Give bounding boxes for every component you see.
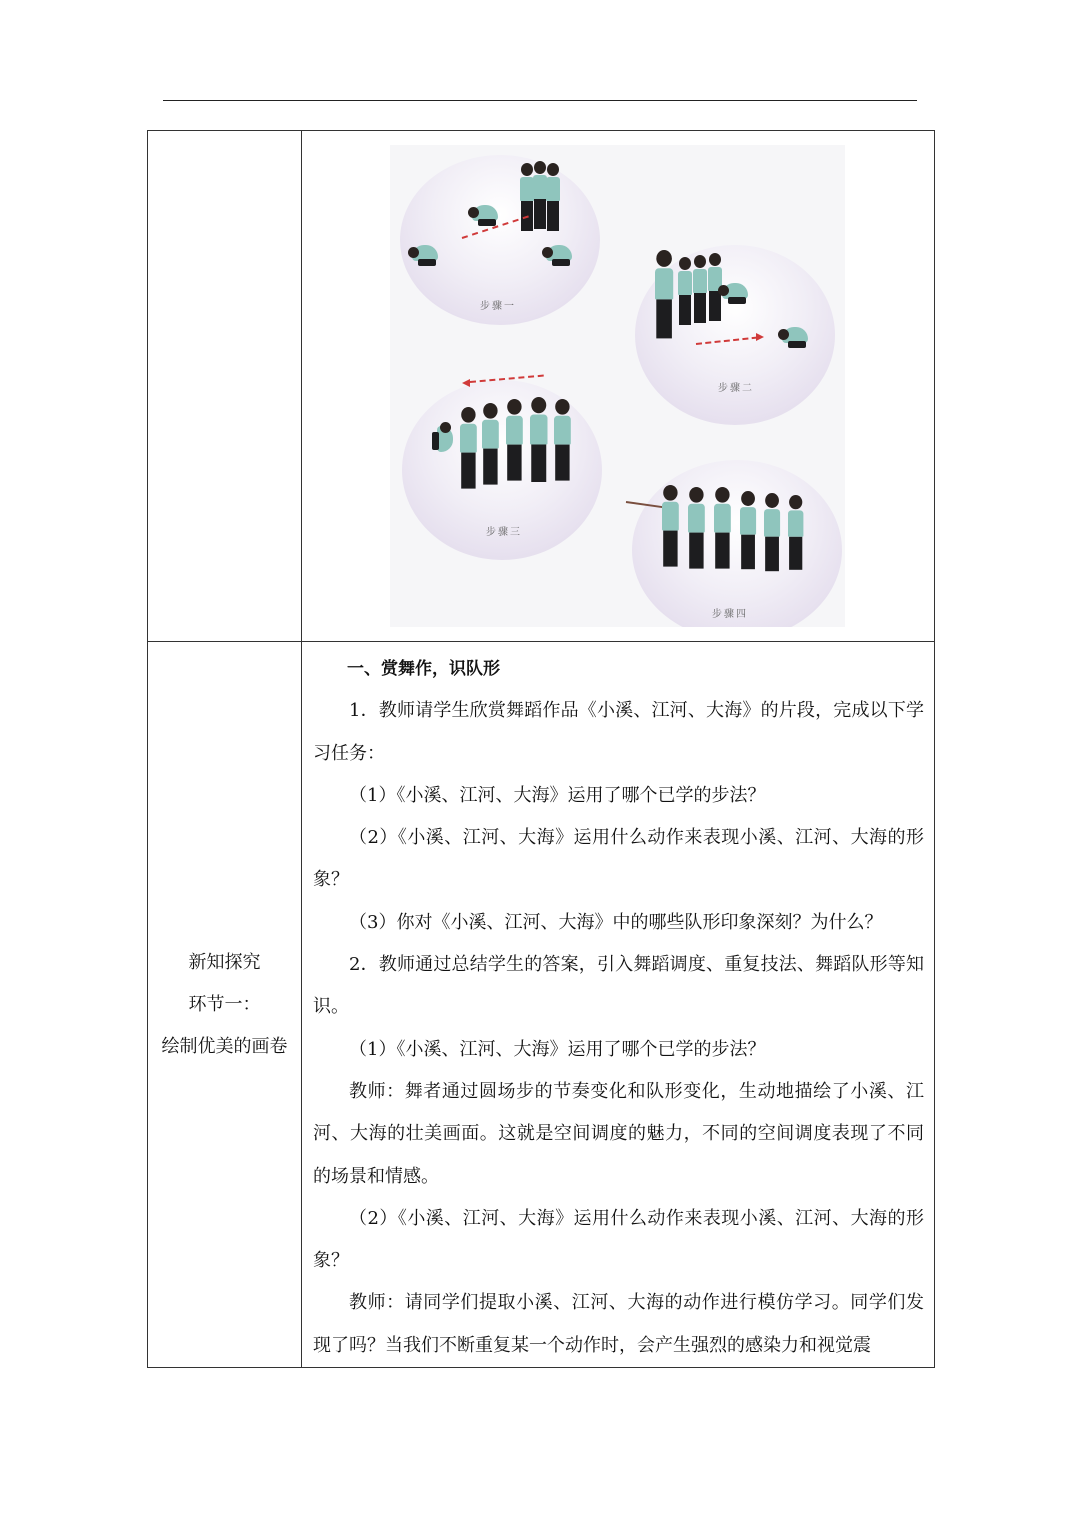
dancer	[788, 495, 803, 570]
paragraph: （3）你对《小溪、江河、大海》中的哪些队形印象深刻？为什么？	[349, 911, 883, 933]
formation-figure	[390, 145, 845, 627]
arrow-head	[462, 379, 470, 387]
dancer	[688, 487, 705, 569]
content-heading: 一、赏舞作，识队形	[347, 659, 500, 679]
dancer	[460, 407, 477, 489]
step-two-label: 步骤二	[718, 383, 754, 394]
crouching-dancer	[782, 321, 810, 347]
paragraph: （1）《小溪、江河、大海》运用了哪个已学的步法？	[349, 1038, 766, 1060]
lesson-content	[302, 642, 934, 1367]
paragraph: 1．教师请学生欣赏舞蹈作品《小溪、江河、大海》的片段，完成以下学习任务：	[313, 700, 924, 764]
section-subtitle: 环节一：	[188, 994, 261, 1015]
dancer	[546, 163, 560, 231]
crouching-dancer	[722, 277, 750, 303]
header-rule	[163, 100, 917, 101]
paragraph: （2）《小溪、江河、大海》运用什么动作来表现小溪、江河、大海的形象？	[313, 827, 924, 891]
dancer	[714, 487, 731, 569]
content-cell	[302, 642, 935, 1368]
section-cell	[148, 642, 302, 1368]
dancer	[662, 485, 679, 567]
dancer	[678, 257, 692, 325]
paragraph: 教师：请同学们提取小溪、江河、大海的动作进行模仿学习。同学们发现了吗？当我们不断重复某一个动作时，会产生强烈的感染力和视觉震	[313, 1292, 924, 1356]
arrow-head	[756, 333, 764, 341]
dancer	[740, 491, 756, 569]
step-three-label: 步骤三	[486, 527, 522, 538]
section-topic: 绘制优美的画卷	[161, 1036, 288, 1057]
figure-cell	[302, 131, 935, 642]
lesson-table	[147, 130, 935, 1368]
dancer	[764, 493, 780, 571]
section-title: 新知探究	[188, 952, 261, 973]
crouching-dancer	[433, 426, 459, 454]
paragraph: （2）《小溪、江河、大海》运用什么动作来表现小溪、江河、大海的形象？	[313, 1207, 924, 1272]
dancer	[482, 403, 499, 485]
step-four-label: 步骤四	[712, 609, 748, 620]
crouching-dancer	[412, 239, 440, 265]
section-labels	[148, 942, 301, 1068]
paragraph: （1）《小溪、江河、大海》运用了哪个已学的步法？	[349, 784, 766, 806]
dancer	[530, 397, 548, 482]
dancer	[533, 161, 547, 229]
crouching-dancer	[472, 199, 500, 225]
dancer	[554, 399, 571, 481]
dancer	[520, 163, 534, 231]
dancer	[655, 250, 673, 338]
paragraph: 教师：舞者通过圆场步的节奏变化和队形变化，生动地描绘了小溪、江河、大海的壮美画面。这就是空间调度的魅力，不同的空间调度表现了不同的场景和情感。	[313, 1080, 924, 1187]
dancer	[693, 255, 707, 323]
dancer	[506, 399, 523, 481]
empty-cell	[148, 131, 302, 642]
paragraph: 2．教师通过总结学生的答案，引入舞蹈调度、重复技法、舞蹈队形等知识。	[313, 954, 924, 1018]
crouching-dancer	[546, 239, 574, 265]
step-one-label: 步骤一	[480, 301, 516, 312]
